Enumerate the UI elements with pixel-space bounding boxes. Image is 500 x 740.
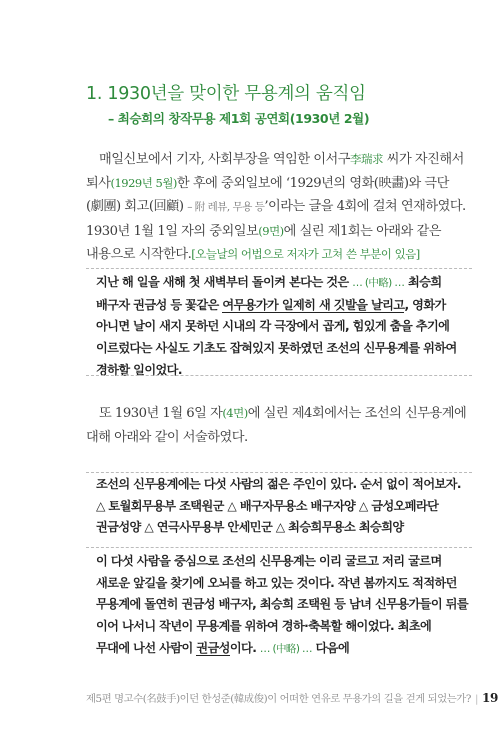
paragraph-1 bbox=[86, 148, 472, 267]
quote-divider-1 bbox=[86, 268, 472, 269]
quote-block-1 bbox=[96, 272, 468, 382]
page-reference-4: (4면) bbox=[222, 406, 248, 420]
para1-text-2: 씨가 자진해서 퇴사 bbox=[86, 152, 464, 191]
para1-text-3: 한 후에 중외일보에 ‘1929년의 영화(映畵)와 극단(劇團) 회고(回顧) bbox=[86, 175, 449, 214]
para1-text-4: ’이라는 글을 4회에 걸쳐 연재하였다. 1930년 1월 1일 자의 중외일보 bbox=[86, 199, 466, 239]
omission-mark-2: … (中略) … bbox=[259, 642, 312, 655]
hanja-name: 李瑞求 bbox=[350, 152, 384, 166]
footer-divider: | bbox=[474, 693, 479, 705]
quote1-text-1: 지난 해 일을 새해 첫 새벽부터 돌이켜 본다는 것은 bbox=[96, 275, 353, 289]
quote3-text-1: 이 다섯 사람을 중심으로 조선의 신무용계는 이리 굴르고 저리 굴르며 새로운 앞길을 찾기에 오뇌를 하고 있는 것이다. 작년 봄까지도 적적하던 무용계에 돌연히 권금성 배구자, 최승희 조택원 등 남녀 신무용가들이 뒤를 이어 나서니 작년이 무용계를 위하여 경하·축복할 해이었다. 최초에 무대에 나선 사람이 bbox=[96, 554, 469, 655]
quote1-text-2: 최승희 배구자 권금성 등 꽃같은 bbox=[96, 275, 442, 312]
page-reference-9: (9면) bbox=[258, 223, 284, 238]
page-number: 19 bbox=[482, 691, 498, 705]
running-footer bbox=[86, 690, 498, 705]
underlined-name: 권금성 bbox=[196, 640, 230, 655]
footer-chapter-title: 제5편 명고수(名鼓手)이던 한성준(韓成俊)이 어떠한 연유로 무용가의 길을 걷게 되었는가? bbox=[86, 693, 471, 705]
section-subtitle: – 최승희의 창작무용 제1회 공연회(1930년 2월) bbox=[108, 111, 370, 126]
section-title: 1. 1930년을 맞이한 무용계의 움직임 bbox=[86, 84, 366, 104]
quote3-text-2: 이다. bbox=[229, 640, 260, 655]
quote-block-2 bbox=[96, 474, 468, 539]
para2-text-1: 또 1930년 1월 6일 자 bbox=[99, 406, 223, 421]
quote2-text: 조선의 신무용계에는 다섯 사람의 젊은 주인이 있다. 순서 없이 적어보자. △ 토월회무용부 조택원군 △ 배구자무용소 배구자양 △ 금성오페라단 권금성양 △ 연극사무용부 안세민군 △ 최승희무용소 최승희양 bbox=[96, 477, 461, 535]
editor-note: [오늘날의 어법으로 저자가 고쳐 쓴 부분이 있음] bbox=[191, 247, 420, 261]
underlined-phrase: 여무용가가 일제히 새 깃발을 날리고 bbox=[222, 297, 405, 312]
article-subtitle-note: – 附 레뷰, 무용 등 bbox=[187, 201, 265, 213]
quote-divider-4 bbox=[86, 547, 472, 548]
para1-text-1: 매일신보에서 기자, 사회부장을 역임한 이서구 bbox=[99, 152, 351, 167]
omission-mark: … (中略) … bbox=[352, 277, 405, 289]
section-heading bbox=[86, 80, 456, 127]
para1-text-5: 에 실린 제1회는 아래와 같은 내용으로 시작한다. bbox=[86, 223, 441, 262]
quote3-text-3: 다음에 bbox=[311, 640, 350, 655]
quote-block-3 bbox=[96, 551, 468, 661]
quote1-text-3: , 영화가 아니면 날이 새지 못하던 시내의 각 극장에서 곱게, 힘있게 춤을 추기에 이르렀다는 사실도 기초도 잡혀있지 못하였던 조선의 신무용계를 위하여 경하할 일이었다. bbox=[96, 297, 457, 377]
paragraph-2 bbox=[86, 402, 472, 449]
quote-divider-3 bbox=[86, 472, 472, 473]
resign-date: (1929년 5월) bbox=[110, 175, 177, 190]
quote-divider-2 bbox=[86, 375, 472, 376]
para2-text-2: 에 실린 제4회에서는 조선의 신무용계에 대해 아래와 같이 서술하였다. bbox=[86, 406, 467, 445]
